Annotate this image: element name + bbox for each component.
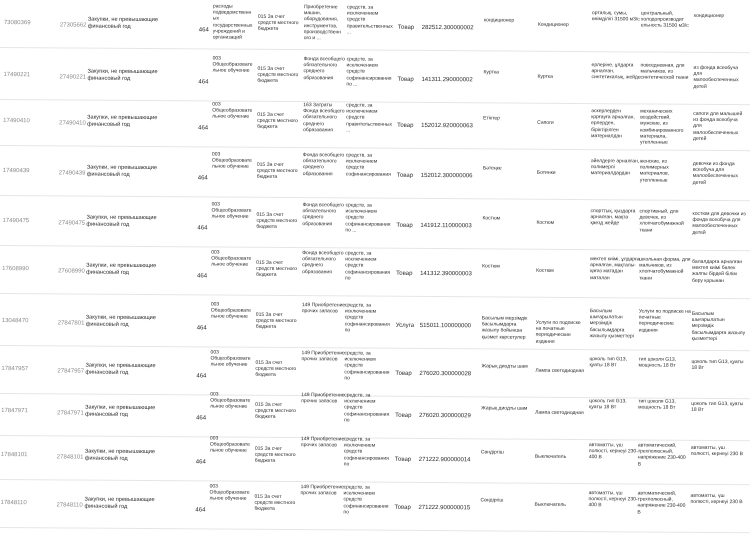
cell-desc: цоколь тип G13, қуаты 18 Вт (589, 356, 627, 369)
cell-sum: 276020.300000029 (419, 412, 471, 420)
cell-org: 003 Общеобразовате льное обучение (212, 55, 253, 75)
cell-id: 17490221 (3, 72, 31, 79)
cell-name: Закупки, не превышающие финансовый год (85, 362, 156, 376)
cell-id: 13048470 (1, 318, 29, 325)
cell-id: 17847971 (1, 408, 28, 415)
cell-type: Товар (395, 370, 412, 377)
cell-desc2: школьная форма, для мальчиков, из хлопчатобумажной ткани (639, 256, 691, 282)
cell-name: Закупки, не превышающие финансовый год (86, 262, 157, 276)
cell-econ: 149 Приобретение прочих запасов (301, 392, 345, 405)
cell-code: 27490410 (59, 120, 86, 127)
cell-item: Басылым мерзімдік басылымдарға жазылу бойынша қызмет көрсетулер (481, 315, 528, 341)
cell-type: Товар (396, 172, 414, 179)
cell-sum: 282512.300000002 (421, 24, 474, 32)
cell-item: Етіктер (483, 115, 500, 122)
cell-desc: ерлеріне, ұлдарға арналған, синтетикалық, жейде (591, 62, 641, 81)
cell-item: Жарық диодты шам (481, 405, 528, 412)
cell-source: средств, за исключением средств софинансирования по (343, 484, 389, 516)
cell-org: расходы подведомственн ых государственных учреждений и организаций (212, 3, 253, 41)
cell-name: Закупки, не превышающие финансовый год (87, 68, 158, 82)
table-row (0, 298, 750, 351)
cell-fund: 015 За счет средств местного бюджета (257, 13, 299, 33)
cell-name: Закупки, не превышающие финансовый год (87, 114, 158, 128)
cell-org: 003 Общеобразовате льное обучение (209, 483, 250, 503)
cell-item2: Костюм (536, 219, 555, 226)
cell-org: 003 Общеобразовате льное обучение (210, 349, 251, 369)
cell-fund: 015 За счет средств местного бюджета (256, 259, 297, 279)
cell-org: 003 Общеобразовате льное обучение (211, 151, 252, 171)
table-row (0, 198, 750, 251)
cell-type: Услуга (395, 322, 415, 329)
cell-desc2: тип цоколя G13, мощность 18 Вт (638, 356, 677, 369)
cell-item: Бәтеңке (482, 165, 502, 172)
cell-desc: мектеп киімі, ұлдарға арналған, мақталы-қағаз матадан маталан (590, 256, 640, 281)
row-divider (0, 527, 750, 533)
cell-desc: спорттық, қыздарға арналған, мақта қаезд жейде (590, 208, 636, 227)
cell-item2: Костюм (536, 267, 554, 274)
cell-name: Закупки, не превышающие финансовый год (86, 214, 157, 228)
cell-source: средств, за исключением средств софинансирования по ... (346, 56, 392, 88)
table-row (0, 0, 750, 53)
cell-econ: 149 Приобретение прочих запасов (300, 436, 345, 449)
cell-sum: 141312.390000003 (420, 270, 472, 278)
cell-fund: 015 За счет средств местного бюджета (256, 161, 298, 181)
cell-item: кондиционер (483, 17, 515, 24)
cell-name: Закупки, не превышающие финансовый год (85, 314, 156, 328)
cell-econ: 163 Затраты Фонда всеобщего обязательного среднего образования (303, 102, 345, 134)
cell-desc3: автоматты, үш полюсті, кернеуі 230 В (690, 444, 743, 458)
cell-type: Товар (397, 24, 415, 31)
cell-econ: 149 Приобретение прочих запасов (300, 484, 344, 497)
cell-id: 17490439 (2, 168, 30, 175)
table-row (0, 246, 750, 299)
cell-fund: 015 За счет средств местного бюджета (254, 493, 296, 513)
cell-fund: 015 За счет средств местного бюджета (255, 311, 297, 331)
cell-sum: 276020.300000028 (419, 370, 472, 378)
cell-desc2: повседневная, для мальчиков, из синтетической ткани (640, 62, 689, 82)
cell-org: 003 Общеобразовате льное обучение (211, 201, 252, 221)
cell-id: 17490475 (2, 218, 30, 225)
cell-item: Сөндіргіш (480, 497, 504, 504)
cell-item: Жарық диодты шам (481, 363, 528, 370)
cell-fund: 015 За счет средств местного бюджета (255, 359, 297, 379)
cell-n: 464 (196, 373, 207, 380)
cell-desc: әскерлерден қорғауға арналған, ерлерден, біріктірілген материалдан (591, 108, 635, 140)
cell-econ: Фонда всеобщего обязательного среднего образования (303, 56, 345, 81)
table-row (0, 148, 750, 201)
cell-econ: Фонда всеобщего обязательного среднего образования (302, 152, 345, 177)
cell-source: средств, за исключением средств софинансирования по ... (345, 202, 391, 234)
cell-id: 17847957 (1, 366, 29, 373)
cell-desc2: женские, из полимерных материалов, утепленные (639, 158, 670, 184)
cell-item2: Лампа светодиодная (535, 367, 584, 375)
cell-item2: Выключатель (534, 501, 566, 508)
cell-id: 17848101 (0, 452, 28, 459)
cell-org: 003 Общеобразовате льное обучение (209, 435, 250, 455)
cell-name: Закупки, не превышающие финансовый год (85, 404, 156, 418)
cell-desc3: из фонда всеобуча для малообеспеченных детей (693, 64, 739, 90)
cell-type: Товар (395, 412, 412, 419)
cell-fund: 015 За счет средств местного бюджета (256, 211, 298, 231)
cell-source: средств, за исключением средств софинансирования по (344, 302, 390, 334)
cell-type: Товар (394, 456, 412, 463)
cell-name: Закупки, не превышающие финансовый год (84, 496, 155, 510)
cell-code: 27847957 (57, 368, 85, 375)
cell-source: средств, за исключением средств правительственных ... (346, 4, 393, 36)
cell-sum: 152012.920000063 (421, 122, 473, 130)
cell-desc2: центральный, холодопроизводит ельность 31500 м3/с (640, 10, 689, 30)
cell-n: 464 (197, 225, 208, 232)
cell-item: Куртка (483, 69, 499, 76)
cell-source: средств, за исключением средств софинансирования по (345, 250, 391, 282)
cell-item2: Выключатель (534, 453, 567, 460)
cell-desc: орталық, сумы, өнімділігі 31500 м3/с (591, 10, 640, 23)
cell-n: 464 (198, 79, 209, 86)
cell-desc2: механических воздействий, мужские, из комбинированного материала, утепленные (639, 108, 684, 146)
cell-org: 003 Общеобразовате льное обучение (211, 249, 252, 269)
cell-desc: автоматты, үш полюсті, кернеуі 230-400 В (588, 490, 638, 509)
cell-code: 27490475 (58, 220, 86, 227)
cell-name: Закупки, не превышающие финансовый год (86, 164, 157, 178)
cell-type: Товар (397, 122, 414, 129)
cell-item2: Сапоги (537, 119, 554, 126)
cell-econ: Приобретение машин, оборудования, инструментов, производственн ого и ... (303, 4, 342, 42)
cell-desc3: Басылым шығарылатын мерзімдік басылымдарға жазылу қызметтері (691, 310, 746, 342)
cell-id: 17848110 (0, 500, 27, 507)
cell-n: 464 (197, 273, 208, 280)
cell-id: 17490410 (3, 118, 30, 125)
cell-desc3: сапоги для малышей из фонда всеобуча для малообеспеченных детей (693, 110, 743, 142)
cell-desc2: автоматический, трехполюсный, напряжение 230-400 В (637, 490, 686, 516)
cell-source: средств, за исключением средств софинансирования (345, 152, 391, 178)
cell-fund: 015 За счет средств местного бюджета (257, 111, 298, 131)
cell-code: 27848101 (56, 454, 84, 461)
cell-sum: 271222.900000015 (418, 504, 471, 512)
cell-item2: Кондиционер (537, 21, 569, 28)
cell-fund: 015 За счет средств местного бюджета (255, 401, 296, 421)
cell-desc3: цоколь тип G13, қуаты 18 Вт (691, 400, 744, 414)
cell-org: 003 Общеобразовате льное обучение (210, 301, 251, 321)
cell-desc: цоколь тип G13, қуаты 18 Вт (589, 398, 627, 411)
cell-desc2: тип цоколя G13, мощность 18 Вт (638, 398, 676, 411)
cell-item2: Лампа светодиодная (535, 409, 584, 417)
cell-fund: 015 За счет средств местного бюджета (257, 65, 299, 85)
table-row (0, 52, 750, 105)
cell-item: Костюм (482, 263, 500, 270)
cell-n: 464 (198, 27, 209, 34)
cell-type: Товар (396, 270, 413, 277)
cell-n: 464 (197, 175, 208, 182)
cell-desc3: автоматты, үш полюсті, кернеуі 230 В (690, 492, 743, 506)
cell-type: Товар (394, 504, 411, 511)
cell-code: 27490221 (59, 74, 87, 81)
cell-desc3: кондиционер (693, 12, 725, 20)
cell-sum: 271222.900000014 (418, 456, 471, 464)
cell-source: средств, за исключением средств правительственных ... (346, 102, 393, 134)
cell-sum: 141311.290000002 (421, 76, 473, 84)
table-row (0, 98, 750, 151)
cell-n: 464 (198, 125, 209, 132)
cell-org: 003 Общеобразовате льное обучение (212, 101, 253, 121)
cell-desc: Басылым шығарылатын мерзімдік басылымдарға жазылу қызметтері (589, 308, 634, 340)
cell-n: 464 (195, 459, 206, 466)
cell-sum: 141912.110000003 (420, 222, 472, 230)
cell-desc: автоматты, үш полюсті, кернеуі 230-400 В (588, 442, 638, 461)
table-row (0, 480, 750, 533)
cell-source: средств, за исключением средств софинансирования по (344, 350, 390, 382)
cell-source: средств, за исключением средств софинансирования по (343, 436, 389, 468)
cell-desc2: спортивный, для девочек, из хлопчатобумажной ткани (639, 208, 684, 234)
cell-sum: 152012.300000006 (420, 172, 473, 180)
cell-fund: 015 За счет средств местного бюджета (254, 445, 296, 465)
cell-code: 27608990 (58, 268, 85, 275)
cell-id: 73080369 (3, 20, 31, 27)
cell-item: Костюм (482, 215, 501, 222)
cell-name: Закупки, не превышающие финансовый год (87, 16, 159, 30)
cell-econ: 149 Приобретение прочих запасов (301, 350, 345, 363)
cell-desc3: костюм для девочки из фонда всеобуча для малообеспеченных детей (692, 210, 746, 236)
cell-n: 464 (196, 325, 207, 332)
cell-code: 27847971 (57, 410, 84, 417)
cell-code: 27848110 (56, 502, 83, 509)
cell-code: 27305662 (59, 22, 87, 29)
cell-econ: Фонда всеобщего обязательного среднего образования (302, 202, 344, 227)
cell-name: Закупки, не превышающие финансовый год (84, 448, 156, 462)
cell-desc3: цоколь тип G13, қуаты 18 Вт (691, 358, 744, 372)
cell-sum: 515011.100000000 (419, 322, 472, 330)
cell-desc3: балалдарға арналған мектеп киімі бөлек жалпы бірдей білім беру қорынан (692, 258, 743, 284)
cell-desc2: автоматический, трехполюсный, напряжение 230-400 В (637, 442, 686, 468)
cell-n: 464 (195, 507, 206, 514)
cell-code: 27490439 (58, 170, 86, 177)
cell-type: Товар (397, 76, 414, 83)
cell-code: 27847801 (57, 320, 85, 327)
cell-desc: әйелдерге арналған, полимерлі материалдардан (590, 158, 640, 177)
cell-desc3: девочки из фонда всеобуча для малообеспеченных детей (692, 160, 738, 186)
cell-org: 003 Общеобразовате льное обучение (210, 391, 251, 411)
cell-econ: Фонда всеобщего обязательного среднего образования (302, 250, 344, 275)
cell-desc2: Услуги по подписке на печатные периодические издания (638, 308, 691, 334)
cell-id: 17608990 (2, 266, 29, 273)
cell-item2: Куртка (537, 73, 553, 80)
cell-econ: 149 Приобретение прочих запасов (301, 302, 346, 315)
cell-item2: Услуги по подписке на печатные периодические издания (535, 319, 581, 345)
cell-source: средств, за исключением средств софинансирования по (344, 392, 390, 424)
cell-n: 464 (196, 415, 207, 422)
cell-item: Сөндіргіш (480, 449, 504, 456)
cell-item2: Ботинки (536, 169, 556, 176)
cell-type: Товар (396, 222, 413, 229)
table-row (0, 432, 750, 485)
